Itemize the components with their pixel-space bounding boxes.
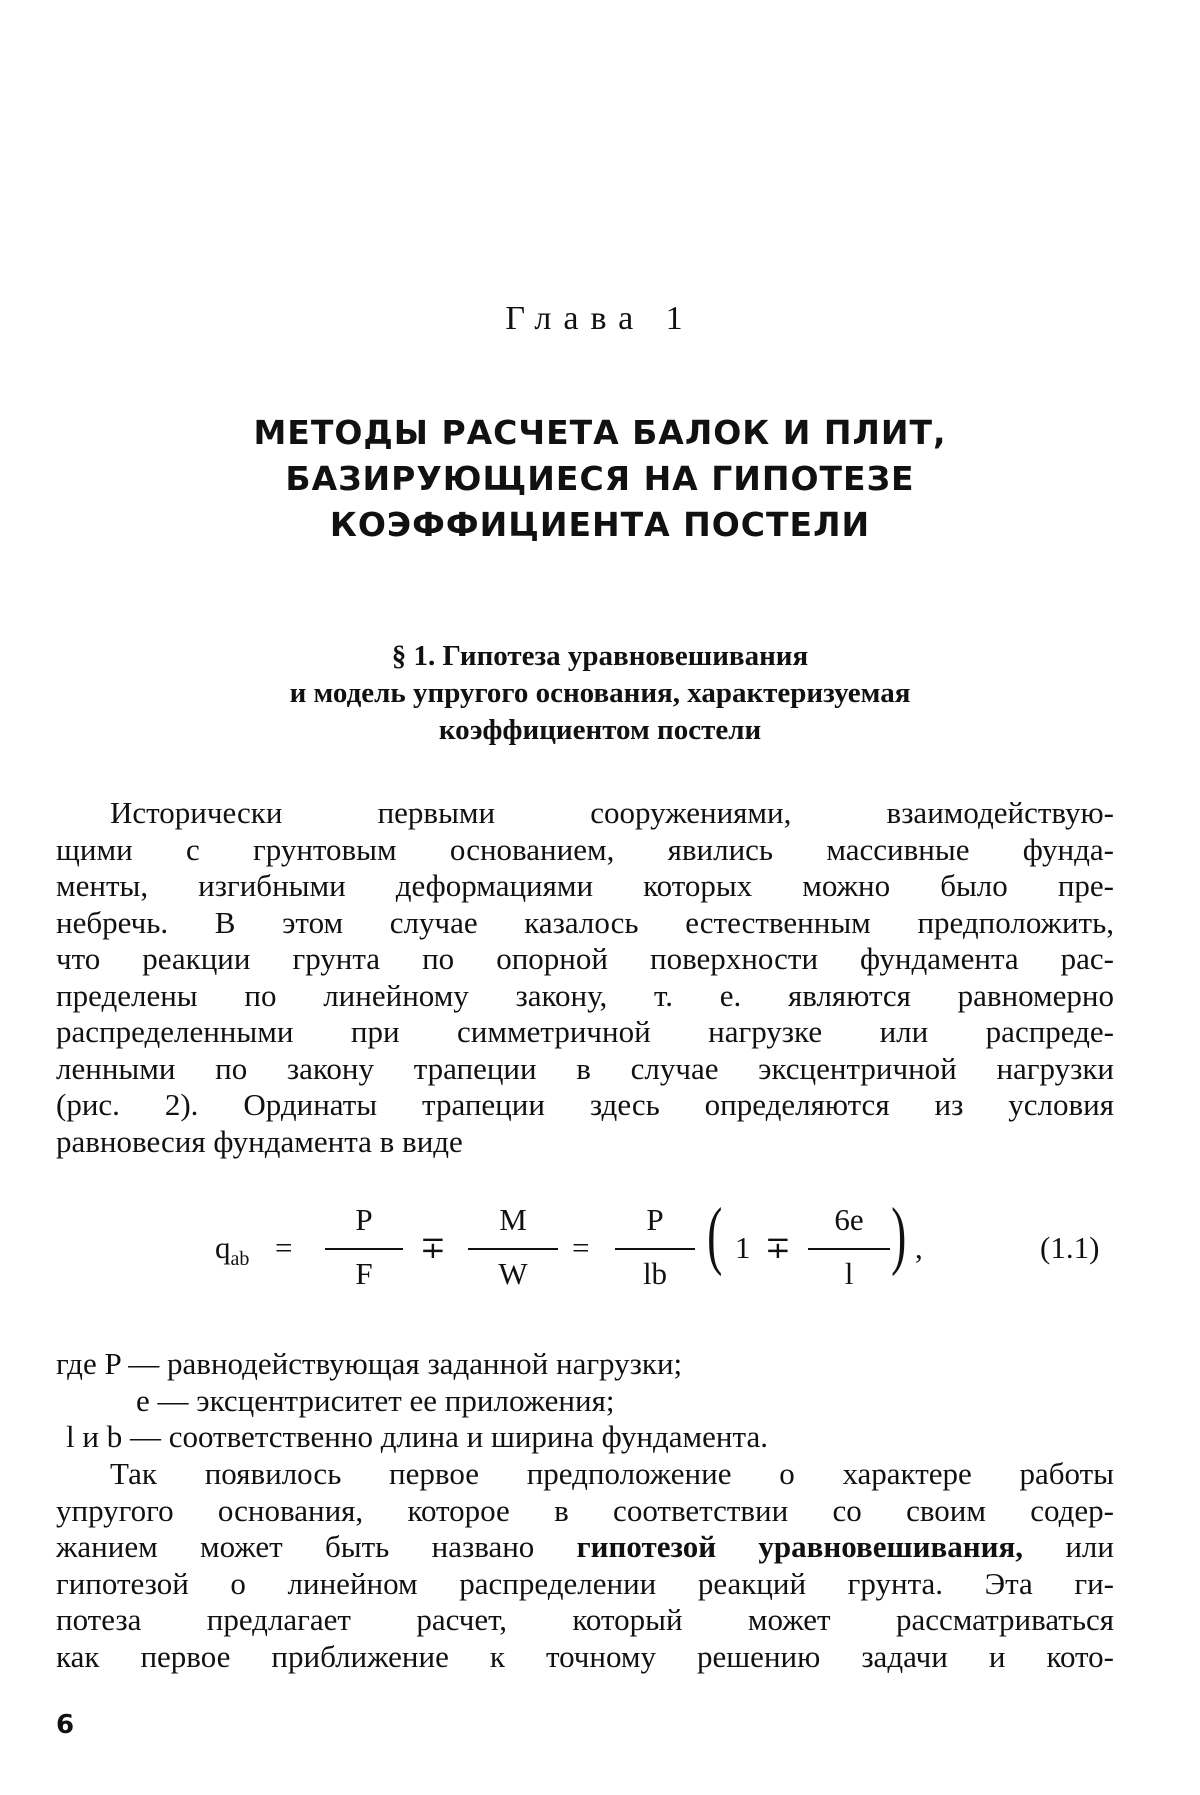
denominator: W <box>498 1256 528 1291</box>
numerator: 6e <box>834 1202 864 1237</box>
text-line: небречь. В этом случае казалось естественным предположить, <box>56 904 1114 940</box>
paragraph-hypothesis <box>56 1456 1114 1675</box>
chapter-title <box>0 410 1200 548</box>
formula-minus-plus: ∓ <box>420 1230 446 1265</box>
formula-lhs: $q_{ab}$ <box>215 1230 250 1271</box>
text-line: Исторически первыми сооружениями, взаимодействую- <box>110 795 1114 830</box>
definition-line: l и b — соответственно длина и ширина фундамента. <box>66 1419 768 1454</box>
formula-1-1 <box>0 1193 1200 1310</box>
numerator: P <box>355 1202 373 1237</box>
text-line <box>56 1529 1114 1566</box>
equation-number: (1.1) <box>1040 1230 1100 1265</box>
formula-comma: , <box>915 1230 923 1265</box>
text-fragment: жанием может быть названо <box>56 1529 577 1564</box>
text-line: гипотезой о линейном распределении реакций грунта. Эта ги- <box>56 1565 1114 1601</box>
formula-lhs-subscript: ab <box>230 1248 250 1271</box>
section-title-line: и модель упругого основания, характеризуемая <box>289 677 911 709</box>
formula-minus-plus: ∓ <box>765 1230 791 1265</box>
chapter-label: Глава 1 <box>505 300 695 337</box>
fraction-bar <box>325 1248 403 1250</box>
fraction-bar <box>468 1248 558 1250</box>
chapter-title-line: КОЭФФИЦИЕНТА ПОСТЕЛИ <box>329 505 871 544</box>
text-line: упругого основания, которое в соответствии со своим содер- <box>56 1492 1114 1528</box>
paragraph-history <box>56 795 1114 1160</box>
text-line: (рис. 2). Ординаты трапеции здесь определяются из условия <box>56 1087 1114 1122</box>
definition-line: e — эксцентриситет ее приложения; <box>136 1382 615 1418</box>
bold-term: гипотезой уравновешивания, <box>576 1529 1024 1564</box>
fraction-bar <box>808 1248 890 1250</box>
left-parenthesis: ( <box>707 1193 723 1277</box>
text-line: потеза предлагает расчет, который может рассматриваться <box>56 1602 1114 1637</box>
chapter-title-line: МЕТОДЫ РАСЧЕТА БАЛОК И ПЛИТ, <box>253 413 947 452</box>
section-title-line: коэффициентом постели <box>438 714 762 746</box>
chapter-title-line: БАЗИРУЮЩИЕСЯ НА ГИПОТЕЗЕ <box>285 459 915 498</box>
right-parenthesis: ) <box>891 1193 907 1277</box>
text-line: пределены по линейному закону, т. е. являются равномерно <box>56 977 1114 1013</box>
page-number: 6 <box>56 1710 75 1740</box>
section-title <box>0 638 1200 749</box>
text-line: щими с грунтовым основанием, явились массивные фунда- <box>56 831 1114 867</box>
formula-equals: = <box>275 1230 293 1265</box>
denominator: lb <box>642 1256 668 1291</box>
fraction-bar <box>615 1248 695 1250</box>
text-line: как первое приближение к точному решению задачи и кото- <box>56 1638 1114 1674</box>
formula-equals: = <box>572 1230 590 1265</box>
definition-line: где P — равнодействующая заданной нагрузки; <box>56 1346 683 1381</box>
formula-definitions <box>56 1346 768 1456</box>
text-line: Так появилось первое предположение о характере работы <box>110 1456 1114 1491</box>
numerator: M <box>499 1202 527 1237</box>
text-line: равновесия фундамента в виде <box>56 1123 463 1159</box>
text-line: что реакции грунта по опорной поверхности фундамента рас- <box>56 941 1114 976</box>
denominator: l <box>844 1256 854 1291</box>
denominator: F <box>355 1256 373 1291</box>
numerator: P <box>646 1202 664 1237</box>
formula-one: 1 <box>735 1230 751 1265</box>
text-line: ленными по закону трапеции в случае эксцентричной нагрузки <box>56 1050 1114 1086</box>
section-title-line: § 1. Гипотеза уравновешивания <box>391 640 809 672</box>
text-fragment: или <box>1023 1529 1114 1564</box>
text-line: распределенными при симметричной нагрузке или распреде- <box>56 1014 1114 1049</box>
text-line: менты, изгибными деформациями которых можно было пре- <box>56 868 1114 903</box>
